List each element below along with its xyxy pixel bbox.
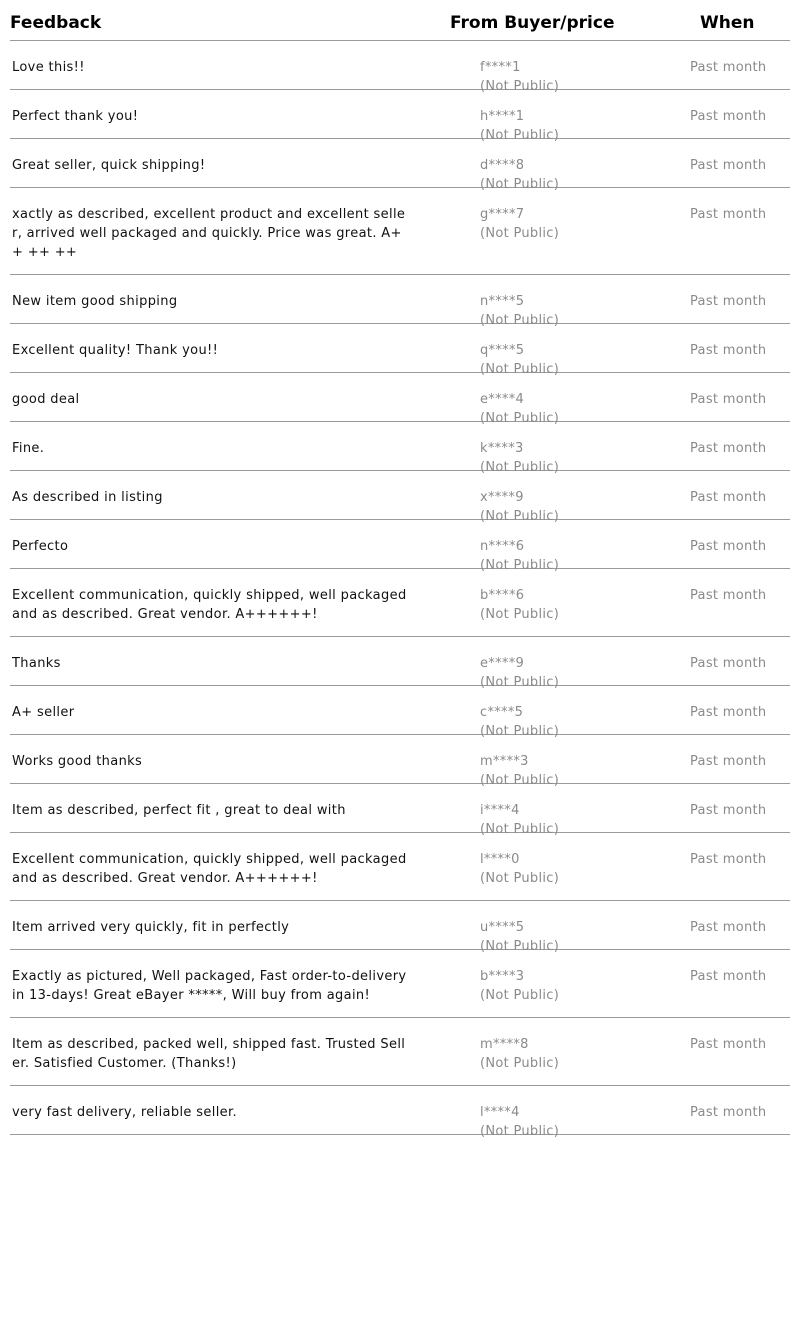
feedback-when: Past month [690, 705, 767, 720]
feedback-when: Past month [690, 754, 767, 769]
buyer-id: u****5 [480, 920, 525, 935]
buyer-info [480, 1035, 559, 1073]
feedback-comment: Fine. [12, 441, 45, 456]
buyer-id: k****3 [480, 441, 524, 456]
feedback-when: Past month [690, 803, 767, 818]
price-not-public: (Not Public) [480, 177, 560, 192]
price-not-public: (Not Public) [480, 79, 560, 94]
feedback-when: Past month [690, 656, 767, 671]
feedback-comment: A+ seller [12, 705, 75, 720]
table-row [10, 1086, 790, 1139]
price-not-public: (Not Public) [480, 558, 560, 573]
price-not-public: (Not Public) [480, 128, 560, 143]
table-row [10, 950, 790, 1018]
feedback-comment: Item as described, packed well, shipped fast. Trusted Seller. Satisfied Customer. (Thanks!) [12, 1037, 406, 1071]
price-not-public: (Not Public) [480, 822, 560, 837]
buyer-id: x****9 [480, 490, 524, 505]
feedback-when: Past month [690, 294, 767, 309]
table-row [10, 901, 790, 954]
table-row [10, 520, 790, 573]
feedback-when: Past month [690, 392, 767, 407]
table-row [10, 784, 790, 837]
feedback-comment: Works good thanks [12, 754, 143, 769]
buyer-id: n****5 [480, 294, 525, 309]
feedback-when: Past month [690, 852, 767, 867]
feedback-comment: Perfect thank you! [12, 109, 139, 124]
feedback-comment: very fast delivery, reliable seller. [12, 1105, 237, 1120]
price-not-public: (Not Public) [480, 362, 560, 377]
feedback-when: Past month [690, 490, 767, 505]
buyer-info [480, 1103, 559, 1141]
table-row [10, 637, 790, 690]
price-not-public: (Not Public) [480, 724, 560, 739]
feedback-when: Past month [690, 207, 767, 222]
feedback-when: Past month [690, 343, 767, 358]
price-not-public: (Not Public) [480, 939, 560, 954]
feedback-comment: good deal [12, 392, 80, 407]
buyer-id: q****5 [480, 343, 525, 358]
when-column-header[interactable]: When [700, 13, 755, 33]
feedback-when: Past month [690, 1037, 767, 1052]
feedback-comment: As described in listing [12, 490, 163, 505]
buyer-id: d****8 [480, 158, 525, 173]
buyer-id: l****4 [480, 1105, 520, 1120]
feedback-when: Past month [690, 109, 767, 124]
feedback-comment: New item good shipping [12, 294, 178, 309]
price-not-public: (Not Public) [480, 460, 560, 475]
feedback-comment: Excellent communication, quickly shipped, well packaged and as described. Great vendor. A++++++! [12, 852, 412, 886]
buyer-id: b****3 [480, 969, 525, 984]
buyer-info [480, 586, 559, 624]
price-not-public: (Not Public) [480, 675, 560, 690]
price-not-public: (Not Public) [480, 226, 560, 241]
buyer-id: c****5 [480, 705, 524, 720]
feedback-when: Past month [690, 969, 767, 984]
table-row [10, 188, 790, 275]
buyer-id: i****4 [480, 803, 520, 818]
feedback-comment: Excellent quality! Thank you!! [12, 343, 219, 358]
price-not-public: (Not Public) [480, 1124, 560, 1139]
feedback-when: Past month [690, 588, 767, 603]
buyer-id: g****7 [480, 207, 525, 222]
feedback-comment: Thanks [12, 656, 61, 671]
feedback-when: Past month [690, 920, 767, 935]
feedback-comment: Great seller, quick shipping! [12, 158, 206, 173]
table-row [10, 569, 790, 637]
price-not-public: (Not Public) [480, 1056, 560, 1071]
buyer-id: f****1 [480, 60, 521, 75]
table-row [10, 735, 790, 788]
table-row [10, 833, 790, 901]
price-not-public: (Not Public) [480, 509, 560, 524]
table-row [10, 90, 790, 143]
table-header [10, 0, 790, 41]
price-not-public: (Not Public) [480, 313, 560, 328]
table-row [10, 41, 790, 94]
table-row [10, 422, 790, 475]
feedback-when: Past month [690, 441, 767, 456]
feedback-comment: Love this!! [12, 60, 85, 75]
buyer-info [480, 967, 559, 1005]
from-buyer-price-column-header[interactable]: From Buyer/price [450, 13, 615, 33]
feedback-comment: Item as described, perfect fit , great to deal with [12, 803, 346, 818]
feedback-comment: Perfecto [12, 539, 69, 554]
table-row [10, 324, 790, 377]
feedback-when: Past month [690, 1105, 767, 1120]
table-row [10, 373, 790, 426]
buyer-id: m****8 [480, 1037, 529, 1052]
table-row [10, 471, 790, 524]
buyer-id: l****0 [480, 852, 520, 867]
price-not-public: (Not Public) [480, 607, 560, 622]
price-not-public: (Not Public) [480, 411, 560, 426]
buyer-id: e****4 [480, 392, 525, 407]
feedback-when: Past month [690, 158, 767, 173]
feedback-comment: Item arrived very quickly, fit in perfectly [12, 920, 290, 935]
table-row [10, 1018, 790, 1086]
feedback-when: Past month [690, 539, 767, 554]
price-not-public: (Not Public) [480, 988, 560, 1003]
buyer-info [480, 205, 559, 243]
feedback-comment: xactly as described, excellent product and excellent seller, arrived well packaged and quickly. Price was great. A++ ++ ++ [12, 207, 406, 260]
buyer-info [480, 850, 559, 888]
buyer-id: h****1 [480, 109, 525, 124]
buyer-id: n****6 [480, 539, 525, 554]
feedback-column-header[interactable]: Feedback [10, 13, 102, 33]
table-row [10, 686, 790, 739]
table-row [10, 139, 790, 192]
price-not-public: (Not Public) [480, 773, 560, 788]
buyer-id: e****9 [480, 656, 525, 671]
buyer-id: b****6 [480, 588, 525, 603]
table-row [10, 275, 790, 328]
price-not-public: (Not Public) [480, 871, 560, 886]
feedback-comment: Exactly as pictured, Well packaged, Fast order-to-delivery in 13-days! Great eBayer *****, Will buy from again! [12, 969, 411, 1003]
feedback-when: Past month [690, 60, 767, 75]
buyer-id: m****3 [480, 754, 529, 769]
feedback-comment: Excellent communication, quickly shipped, well packaged and as described. Great vendor. A++++++! [12, 588, 412, 622]
